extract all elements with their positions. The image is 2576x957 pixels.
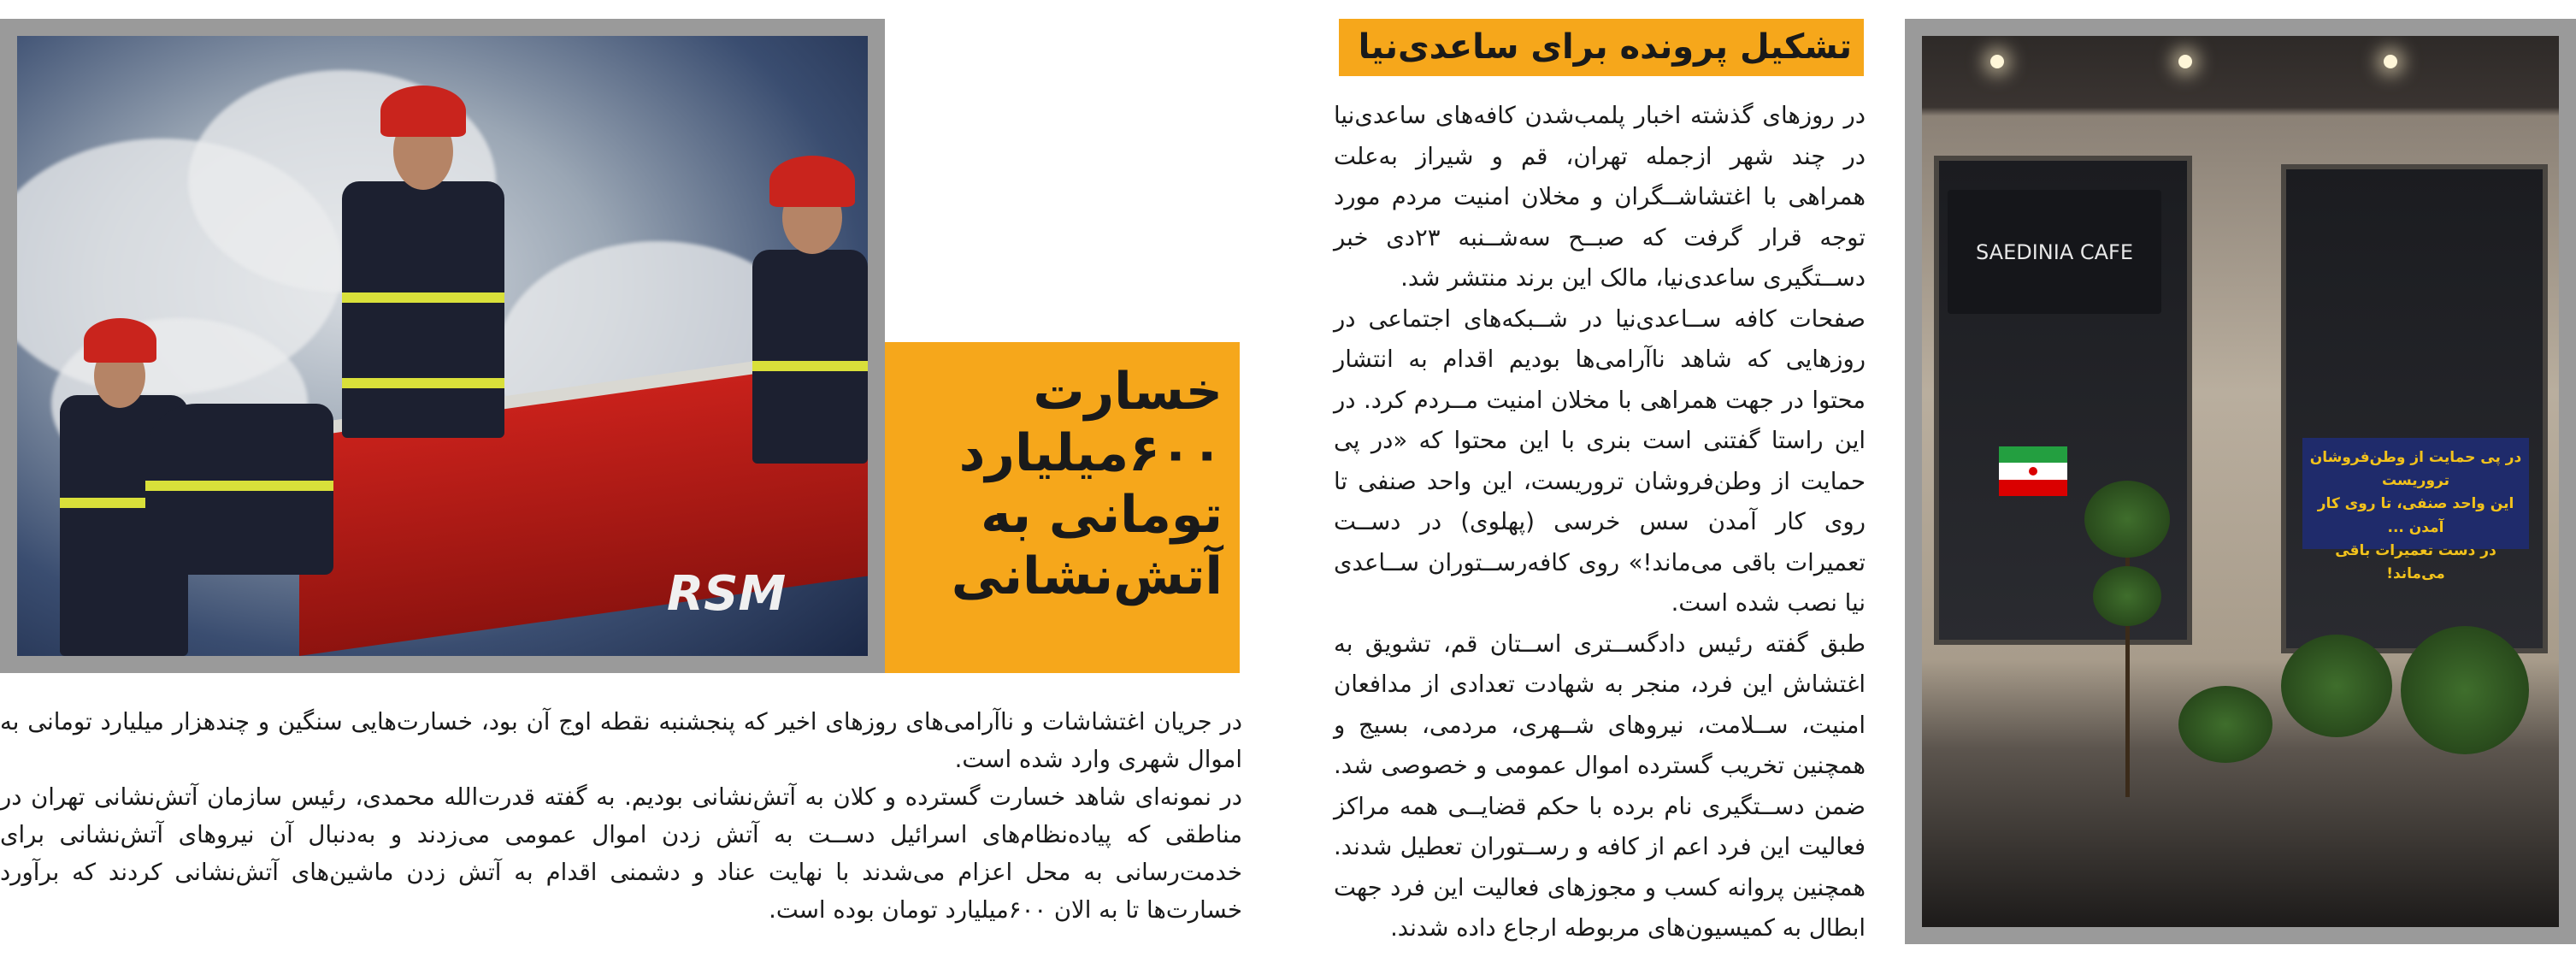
firefighters-photo — [17, 36, 868, 656]
article-title: تشکیل پرونده برای ساعدی‌نیا — [1358, 27, 1852, 67]
headline — [885, 342, 1223, 673]
article-paragraph: در روزهای گذشته اخبار پلمب‌شدن کافه‌های ساعدی‌نیا در چند شهر ازجمله تهران، قم و شیراز به‌علت همراهی با اغتشاشــگران و مخلان امنیت مردم مورد توجه قرار گرفت که صبــح سه‌شــنبه ۲۳دی خبر دســتگیری ساعدی‌نیا، مالک این برند منتشر شد. — [1334, 102, 1866, 292]
headline-line: تومانی به — [981, 485, 1223, 545]
article-paragraph: طبق گفته رئیس دادگســتری اســتان قم، تشویق به اغتشاش این فرد، منجر به شهادت تعدادی از مدافعان امنیت، ســلامت، نیروهای شــهری، مردمی، بسیج و همچنین تخریب گسترده اموال عمومی و خصوصی شد. ضمن دســتگیری نام برده با حکم قضایــی همه مراکز فعالیت این فرد اعم از کافه و رســتوران تعطیل شدند. همچنین پروانه کسب و مجوزهای فعالیت این فرد جهت ابطال به کمیسیون‌های مربوطه ارجاع داده شدند. — [1334, 629, 1866, 942]
article-paragraph: در جریان اغتشاشات و ناآرامی‌های روزهای اخیر که پنجشنبه نقطه اوج آن بود، خسارت‌هایی سنگین و چندهزار میلیارد تومانی به اموال شهری وارد شده است. — [0, 708, 1242, 773]
cafe-photo — [1922, 36, 2559, 927]
cafe-sign: SAEDINIA CAFE — [1948, 190, 2161, 314]
protest-banner — [2302, 438, 2529, 582]
headline-line: آتش‌نشانی — [951, 546, 1223, 606]
banner-line: در پی حمایت از وطن‌فروشان تروریست — [2309, 449, 2522, 490]
article-paragraph: صفحات کافه ســاعدی‌نیا در شــبکه‌های اجتماعی در روزهایی که شاهد ناآرامی‌ها بودیم اقدام به انتشار محتوا در جهت همراهی با مخلان امنیت مــردم کرد. در این راستا گفتنی است بنری با این محتوا که «در پی حمایت از وطن‌فروشان تروریست، این واحد صنفی تا روی کار آمدن سس خرسی (پهلوی) در دســت تعمیرات باقی می‌ماند!» روی کافه‌رســتوران ســاعدی نیا نصب شده است. — [1334, 304, 1866, 617]
bottom-article-body — [0, 703, 1242, 951]
banner-line: این واحد صنفی، تا روی کار آمدن ... — [2317, 495, 2514, 536]
truck-brand: RSM — [667, 566, 787, 622]
headline-line: ۶۰۰میلیارد — [958, 423, 1223, 483]
article-body — [1334, 96, 1866, 951]
iran-flag-icon — [1999, 446, 2067, 496]
article-paragraph: در نمونه‌ای شاهد خسارت گسترده و کلان به آتش‌نشانی بودیم. به گفته قدرت‌الله محمدی، رئیس سازمان آتش‌نشانی تهران در مناطقی که پیاده‌نظام‌های اسرائیل دســت به آتش زدن اموال عمومی می‌زدند و به‌دنبال آن نیروهای آتش‌نشانی برای خدمت‌رسانی به محل اعزام می‌شدند با نهایت عناد و دشمنی اقدام به آتش زدن ماشین‌های آتش‌نشانی کردند که برآورد خسارت‌ها تا به الان ۶۰۰میلیارد تومان بوده است. — [0, 783, 1242, 924]
banner-line: در دست تعمیرات باقی می‌ماند! — [2335, 541, 2496, 582]
headline-line: خسارت — [1033, 362, 1223, 422]
